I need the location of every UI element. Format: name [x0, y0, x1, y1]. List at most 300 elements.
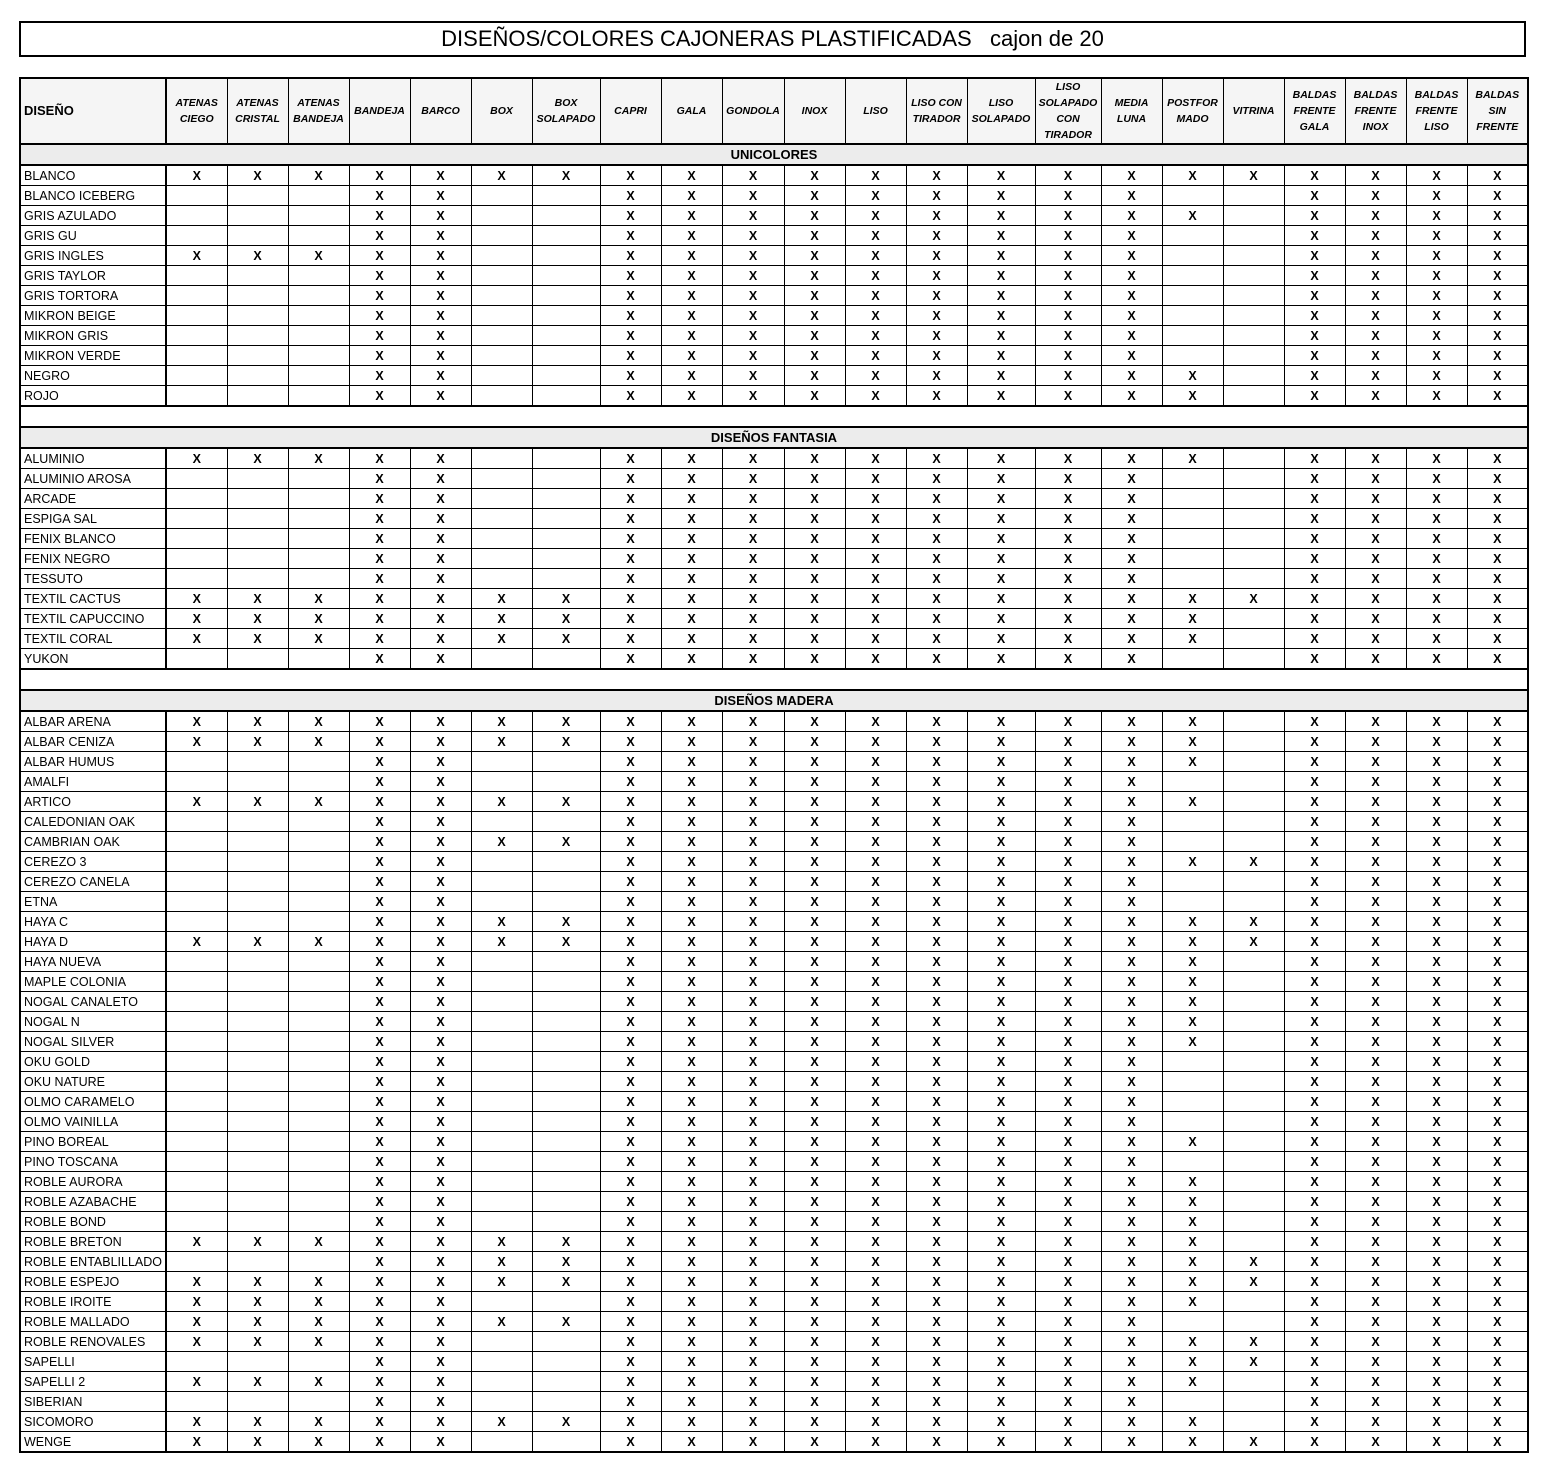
availability-cell: X: [166, 629, 227, 649]
availability-cell: X: [661, 892, 722, 912]
availability-cell: X: [967, 1392, 1035, 1412]
availability-cell: [288, 1352, 349, 1372]
availability-cell: [227, 1192, 288, 1212]
design-name: SICOMORO: [20, 1412, 166, 1432]
availability-cell: X: [784, 1352, 845, 1372]
availability-cell: X: [722, 509, 784, 529]
availability-cell: X: [1035, 386, 1101, 407]
availability-cell: X: [661, 952, 722, 972]
availability-cell: X: [600, 912, 661, 932]
availability-cell: [227, 1252, 288, 1272]
availability-cell: X: [1406, 1112, 1467, 1132]
availability-cell: [1223, 609, 1284, 629]
availability-cell: X: [410, 1392, 471, 1412]
availability-cell: X: [1467, 569, 1528, 589]
availability-cell: X: [661, 1412, 722, 1432]
availability-cell: X: [166, 1432, 227, 1453]
availability-cell: X: [1467, 711, 1528, 732]
availability-cell: [227, 832, 288, 852]
availability-cell: X: [906, 1332, 967, 1352]
availability-cell: X: [845, 1032, 906, 1052]
availability-cell: [227, 1352, 288, 1372]
availability-cell: [471, 1032, 532, 1052]
availability-cell: [471, 1392, 532, 1412]
availability-cell: X: [166, 1292, 227, 1312]
availability-cell: X: [722, 165, 784, 186]
availability-cell: X: [1101, 1412, 1162, 1432]
availability-cell: X: [1162, 165, 1223, 186]
availability-cell: [1162, 1392, 1223, 1412]
availability-cell: X: [845, 752, 906, 772]
design-name: CALEDONIAN OAK: [20, 812, 166, 832]
availability-cell: X: [967, 1072, 1035, 1092]
availability-cell: [227, 1012, 288, 1032]
availability-cell: X: [722, 186, 784, 206]
availability-cell: X: [1406, 1352, 1467, 1372]
availability-cell: [288, 649, 349, 670]
availability-cell: X: [1345, 772, 1406, 792]
availability-cell: X: [1101, 1132, 1162, 1152]
availability-cell: [1223, 266, 1284, 286]
availability-cell: [1223, 1232, 1284, 1252]
availability-cell: [1162, 509, 1223, 529]
availability-cell: [227, 892, 288, 912]
availability-cell: X: [906, 752, 967, 772]
availability-cell: X: [784, 549, 845, 569]
availability-cell: X: [1035, 246, 1101, 266]
availability-cell: X: [600, 186, 661, 206]
table-row: [20, 932, 1528, 952]
availability-cell: X: [1345, 529, 1406, 549]
availability-cell: X: [600, 589, 661, 609]
availability-cell: [471, 286, 532, 306]
availability-cell: [471, 1092, 532, 1112]
availability-cell: X: [1284, 286, 1345, 306]
table-row: [20, 1172, 1528, 1192]
availability-cell: [288, 1252, 349, 1272]
availability-cell: X: [1101, 992, 1162, 1012]
availability-cell: [532, 489, 600, 509]
availability-cell: X: [600, 469, 661, 489]
table-row: [20, 772, 1528, 792]
table-row: [20, 972, 1528, 992]
availability-cell: X: [1345, 386, 1406, 407]
availability-cell: [288, 1152, 349, 1172]
table-row: [20, 1392, 1528, 1412]
design-name: MIKRON BEIGE: [20, 306, 166, 326]
availability-cell: X: [845, 1332, 906, 1352]
availability-cell: X: [1345, 589, 1406, 609]
availability-cell: X: [1101, 246, 1162, 266]
availability-cell: [532, 246, 600, 266]
design-name: AMALFI: [20, 772, 166, 792]
availability-cell: X: [1406, 306, 1467, 326]
availability-cell: [471, 569, 532, 589]
availability-cell: X: [967, 469, 1035, 489]
availability-cell: X: [1101, 1052, 1162, 1072]
availability-cell: X: [1284, 569, 1345, 589]
availability-cell: X: [784, 1292, 845, 1312]
availability-cell: X: [1162, 1192, 1223, 1212]
availability-cell: [1223, 206, 1284, 226]
availability-cell: X: [906, 489, 967, 509]
availability-cell: X: [600, 1272, 661, 1292]
availability-cell: X: [784, 852, 845, 872]
availability-cell: X: [906, 1432, 967, 1453]
availability-cell: X: [410, 448, 471, 469]
availability-cell: X: [722, 629, 784, 649]
availability-cell: X: [410, 1232, 471, 1252]
availability-cell: X: [906, 812, 967, 832]
availability-cell: [532, 226, 600, 246]
availability-cell: X: [1406, 972, 1467, 992]
availability-cell: X: [967, 529, 1035, 549]
availability-cell: X: [600, 206, 661, 226]
availability-cell: X: [722, 1292, 784, 1312]
table-row: [20, 1152, 1528, 1172]
availability-cell: X: [1035, 792, 1101, 812]
availability-cell: X: [1101, 1252, 1162, 1272]
availability-cell: X: [1162, 792, 1223, 812]
availability-cell: [1162, 1152, 1223, 1172]
table-row: [20, 589, 1528, 609]
availability-cell: X: [906, 972, 967, 992]
availability-cell: [532, 752, 600, 772]
availability-cell: X: [410, 509, 471, 529]
availability-cell: X: [1467, 1432, 1528, 1453]
availability-cell: X: [845, 1012, 906, 1032]
availability-cell: [1223, 1192, 1284, 1212]
availability-cell: [471, 326, 532, 346]
availability-cell: [288, 366, 349, 386]
availability-cell: X: [784, 932, 845, 952]
design-name: NOGAL CANALETO: [20, 992, 166, 1012]
availability-cell: X: [1162, 1232, 1223, 1252]
availability-cell: [166, 1092, 227, 1112]
availability-cell: X: [1345, 1032, 1406, 1052]
availability-cell: X: [410, 872, 471, 892]
availability-cell: X: [967, 629, 1035, 649]
availability-cell: X: [784, 529, 845, 549]
availability-cell: X: [967, 346, 1035, 366]
availability-cell: X: [661, 1272, 722, 1292]
availability-cell: X: [1101, 1172, 1162, 1192]
availability-cell: X: [166, 1372, 227, 1392]
availability-cell: X: [349, 752, 410, 772]
availability-cell: X: [1406, 206, 1467, 226]
availability-cell: [166, 872, 227, 892]
availability-cell: X: [1101, 226, 1162, 246]
availability-cell: X: [1406, 1192, 1467, 1212]
availability-cell: X: [288, 1232, 349, 1252]
availability-cell: X: [349, 529, 410, 549]
availability-cell: X: [349, 609, 410, 629]
availability-cell: [1223, 569, 1284, 589]
availability-cell: X: [661, 529, 722, 549]
availability-cell: X: [410, 952, 471, 972]
availability-cell: [532, 872, 600, 892]
availability-cell: X: [722, 589, 784, 609]
availability-cell: [166, 469, 227, 489]
availability-cell: X: [600, 1192, 661, 1212]
availability-cell: [1223, 872, 1284, 892]
availability-cell: [166, 772, 227, 792]
availability-cell: X: [1284, 872, 1345, 892]
availability-cell: X: [1345, 732, 1406, 752]
availability-cell: X: [471, 1272, 532, 1292]
availability-cell: X: [1406, 932, 1467, 952]
availability-cell: [1223, 448, 1284, 469]
availability-cell: X: [471, 792, 532, 812]
table-row: [20, 509, 1528, 529]
table-row: [20, 226, 1528, 246]
table-row: [20, 1352, 1528, 1372]
availability-cell: X: [410, 386, 471, 407]
availability-cell: X: [1345, 1352, 1406, 1372]
availability-cell: X: [661, 912, 722, 932]
availability-cell: X: [906, 609, 967, 629]
availability-cell: X: [532, 165, 600, 186]
table-row: [20, 1412, 1528, 1432]
availability-cell: X: [532, 609, 600, 629]
availability-cell: X: [349, 832, 410, 852]
availability-cell: X: [722, 489, 784, 509]
availability-cell: X: [1101, 186, 1162, 206]
availability-cell: [532, 892, 600, 912]
availability-cell: X: [1101, 1332, 1162, 1352]
availability-cell: [288, 286, 349, 306]
availability-cell: X: [906, 711, 967, 732]
availability-cell: X: [227, 609, 288, 629]
design-name: FENIX NEGRO: [20, 549, 166, 569]
availability-cell: X: [906, 1372, 967, 1392]
availability-cell: X: [471, 1312, 532, 1332]
availability-cell: [1223, 732, 1284, 752]
availability-cell: [471, 772, 532, 792]
availability-cell: X: [600, 226, 661, 246]
availability-cell: X: [784, 972, 845, 992]
availability-cell: X: [1284, 226, 1345, 246]
availability-cell: X: [410, 711, 471, 732]
availability-cell: X: [722, 1092, 784, 1112]
availability-cell: X: [845, 489, 906, 509]
section-header-row: [20, 427, 1528, 448]
availability-cell: X: [1284, 952, 1345, 972]
availability-cell: X: [722, 529, 784, 549]
availability-cell: X: [967, 1112, 1035, 1132]
availability-cell: [1223, 529, 1284, 549]
availability-table-container: [19, 77, 1528, 1453]
availability-cell: X: [410, 1412, 471, 1432]
availability-cell: X: [410, 1432, 471, 1453]
availability-cell: X: [349, 569, 410, 589]
availability-cell: [227, 1052, 288, 1072]
availability-cell: [166, 892, 227, 912]
availability-cell: [227, 1392, 288, 1412]
availability-cell: X: [471, 589, 532, 609]
availability-cell: X: [1467, 1172, 1528, 1192]
availability-cell: X: [166, 711, 227, 732]
availability-cell: X: [1406, 1152, 1467, 1172]
availability-cell: X: [661, 1352, 722, 1372]
availability-cell: X: [967, 1312, 1035, 1332]
availability-cell: X: [227, 1412, 288, 1432]
availability-cell: [532, 1132, 600, 1152]
availability-cell: X: [1345, 892, 1406, 912]
availability-cell: [166, 832, 227, 852]
availability-cell: X: [722, 448, 784, 469]
availability-cell: X: [1035, 972, 1101, 992]
availability-cell: X: [1467, 489, 1528, 509]
availability-cell: X: [784, 326, 845, 346]
availability-cell: X: [722, 549, 784, 569]
availability-cell: X: [166, 1332, 227, 1352]
availability-cell: X: [1345, 852, 1406, 872]
availability-cell: X: [410, 1132, 471, 1152]
availability-cell: X: [1345, 872, 1406, 892]
availability-cell: X: [1101, 772, 1162, 792]
availability-cell: X: [349, 346, 410, 366]
availability-cell: X: [845, 1372, 906, 1392]
availability-cell: X: [1284, 1212, 1345, 1232]
availability-cell: X: [784, 1012, 845, 1032]
availability-cell: X: [1345, 206, 1406, 226]
availability-cell: [1223, 386, 1284, 407]
availability-cell: [166, 1012, 227, 1032]
availability-cell: [1162, 569, 1223, 589]
availability-cell: X: [661, 226, 722, 246]
availability-cell: [532, 772, 600, 792]
availability-cell: [227, 1072, 288, 1092]
availability-cell: X: [227, 1292, 288, 1312]
availability-cell: X: [1345, 1272, 1406, 1292]
availability-cell: X: [1101, 1112, 1162, 1132]
availability-cell: X: [784, 1272, 845, 1292]
availability-cell: X: [1284, 1152, 1345, 1172]
availability-cell: X: [1035, 852, 1101, 872]
availability-cell: X: [1035, 872, 1101, 892]
availability-cell: X: [600, 1292, 661, 1312]
table-row: [20, 752, 1528, 772]
availability-cell: X: [1035, 1352, 1101, 1372]
section-spacer: [20, 669, 1528, 690]
availability-cell: X: [349, 892, 410, 912]
availability-cell: X: [349, 912, 410, 932]
availability-cell: X: [1035, 1312, 1101, 1332]
availability-cell: X: [845, 992, 906, 1012]
availability-cell: X: [1223, 165, 1284, 186]
availability-cell: X: [1101, 1152, 1162, 1172]
availability-cell: X: [784, 1112, 845, 1132]
availability-cell: [532, 1012, 600, 1032]
availability-cell: X: [1035, 589, 1101, 609]
availability-cell: X: [471, 732, 532, 752]
availability-cell: X: [906, 1092, 967, 1112]
availability-cell: X: [600, 852, 661, 872]
availability-cell: X: [784, 1392, 845, 1412]
availability-cell: [227, 1132, 288, 1152]
availability-cell: X: [906, 1132, 967, 1152]
availability-cell: X: [471, 629, 532, 649]
availability-cell: X: [1035, 366, 1101, 386]
availability-cell: X: [1284, 346, 1345, 366]
availability-cell: X: [1101, 1192, 1162, 1212]
availability-cell: X: [784, 469, 845, 489]
availability-cell: X: [410, 812, 471, 832]
availability-cell: X: [1345, 1072, 1406, 1092]
availability-cell: X: [1035, 629, 1101, 649]
availability-cell: X: [661, 206, 722, 226]
availability-cell: X: [967, 489, 1035, 509]
availability-cell: X: [1467, 165, 1528, 186]
availability-cell: [288, 912, 349, 932]
availability-cell: X: [288, 1292, 349, 1312]
availability-cell: [227, 306, 288, 326]
design-name: GRIS GU: [20, 226, 166, 246]
availability-cell: [471, 812, 532, 832]
availability-cell: X: [288, 1412, 349, 1432]
availability-cell: X: [1345, 1392, 1406, 1412]
availability-cell: X: [1035, 1412, 1101, 1432]
availability-cell: X: [1467, 812, 1528, 832]
availability-cell: X: [1345, 448, 1406, 469]
availability-cell: X: [600, 1172, 661, 1192]
availability-cell: X: [784, 165, 845, 186]
availability-cell: X: [1406, 326, 1467, 346]
availability-cell: X: [1406, 186, 1467, 206]
table-row: [20, 266, 1528, 286]
availability-cell: X: [1284, 489, 1345, 509]
availability-cell: X: [1284, 832, 1345, 852]
availability-cell: X: [1345, 1332, 1406, 1352]
availability-cell: X: [1467, 992, 1528, 1012]
availability-cell: X: [1101, 469, 1162, 489]
availability-cell: X: [1162, 1292, 1223, 1312]
availability-cell: X: [906, 872, 967, 892]
availability-cell: [288, 326, 349, 346]
availability-cell: X: [906, 932, 967, 952]
design-name: OKU GOLD: [20, 1052, 166, 1072]
availability-cell: X: [1101, 912, 1162, 932]
availability-cell: X: [661, 1212, 722, 1232]
availability-cell: X: [1345, 306, 1406, 326]
availability-cell: [1223, 1112, 1284, 1132]
availability-cell: X: [471, 1232, 532, 1252]
availability-cell: X: [227, 1432, 288, 1453]
availability-cell: [227, 346, 288, 366]
availability-cell: [532, 386, 600, 407]
availability-cell: X: [1406, 711, 1467, 732]
availability-cell: X: [600, 1372, 661, 1392]
availability-cell: X: [288, 448, 349, 469]
table-row: [20, 852, 1528, 872]
availability-cell: [1223, 772, 1284, 792]
availability-cell: [166, 752, 227, 772]
availability-cell: X: [845, 1052, 906, 1072]
table-row: [20, 952, 1528, 972]
availability-cell: [288, 1052, 349, 1072]
table-row: [20, 1012, 1528, 1032]
design-name: ALBAR ARENA: [20, 711, 166, 732]
availability-cell: [1223, 649, 1284, 670]
availability-cell: X: [845, 852, 906, 872]
availability-cell: X: [410, 529, 471, 549]
availability-cell: X: [661, 1292, 722, 1312]
availability-cell: X: [661, 489, 722, 509]
availability-cell: [1223, 306, 1284, 326]
availability-cell: [1162, 649, 1223, 670]
availability-cell: [288, 386, 349, 407]
